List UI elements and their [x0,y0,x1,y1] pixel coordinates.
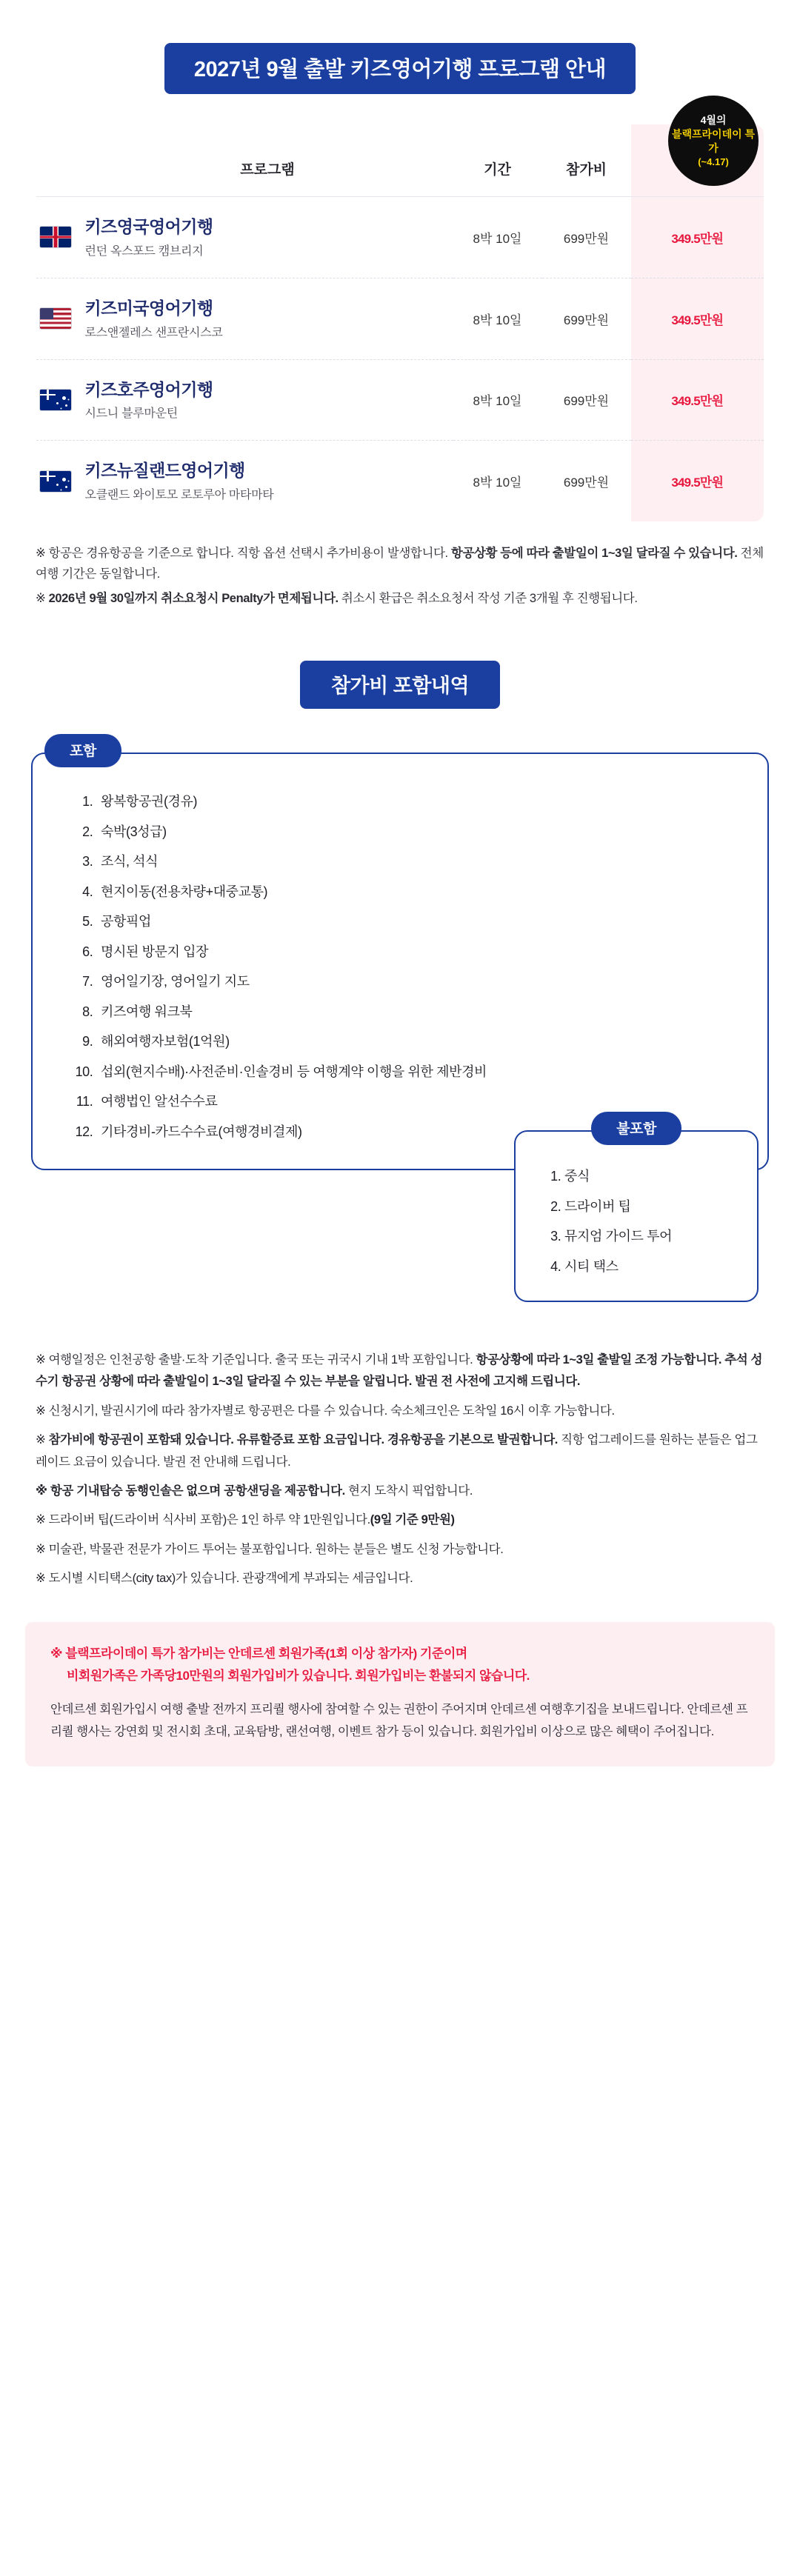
list-item: 4. 현지이동(전용차량+대중교통) [96,877,745,907]
row-program-cell [82,197,453,278]
row-program-cell [82,278,453,359]
section-title: 참가비 포함내역 [300,661,500,709]
note-line-2 [36,588,764,609]
list-item: 9. 해외여행자보험(1억원) [96,1027,745,1057]
include-label: 포함 [44,734,121,767]
us-flag-icon [39,307,72,330]
note-text: ※ 신청시기, 발권시기에 따라 참가자별로 항공편은 다를 수 있습니다. 숙소체크인은 도착일 16시 이후 가능합니다. [36,1404,615,1418]
program-title: 키즈영국영어기행 [84,217,213,236]
row-sale-price: 349.5만원 [631,441,764,522]
uk-flag-icon [39,226,72,248]
inclusions-zone [31,734,769,1274]
promo-line-3: (~4.17) [698,156,729,167]
membership-notice-box [25,1622,775,1766]
membership-notice-line-2: 비회원가족은 가족당10만원의 회원가입비가 있습니다. 회원가입비는 환불되지 않습니다. [67,1669,530,1684]
program-subtitle: 런던 옥스포드 캠브리지 [84,244,204,258]
note-paragraph [36,1568,764,1589]
membership-notice-line-1: ※ 블랙프라이데이 특가 참가비는 안데르센 회원가족(1회 이상 참가자) 기준이며 [50,1646,467,1661]
exclude-label: 불포함 [591,1112,681,1145]
row-flag-cell [36,278,82,359]
note-1-c: 전체 여행 기간은 동일합니다. [36,547,764,581]
promo-badge [668,96,759,186]
note-text: 현지 도착시 픽업합니다. [344,1484,473,1498]
row-flag-cell [36,441,82,522]
note-paragraph [36,1401,764,1422]
au-flag-icon [39,389,72,411]
col-flag [36,124,82,197]
row-flag-cell [36,197,82,278]
col-duration: 기간 [453,124,542,197]
list-item: 11. 여행법인 알선수수료 [96,1087,745,1117]
section-inclusions-header [0,661,800,709]
row-fee: 699만원 [542,278,631,359]
col-fee: 참가비 [542,124,631,197]
row-fee: 699만원 [542,359,631,441]
row-sale-price: 349.5만원 [631,278,764,359]
exclude-box [514,1130,759,1302]
table-row [36,441,764,522]
note-line-1 [36,543,764,585]
list-item: 10. 섭외(현지수배)·사전준비·인솔경비 등 여행계약 이행을 위한 제반경비 [96,1057,745,1087]
membership-notice-body: 안데르센 회원가입시 여행 출발 전까지 프리퀄 행사에 참여할 수 있는 권한이 주어지며 안데르센 여행후기집을 보내드립니다. 안데르센 프리퀄 행사는 강연회 및 전시회 초대, 교육탐방, 랜선여행, 이벤트 참가 등이 있습니다. 회원가입비 이상으로 많은 혜택이 주어집니다. [50,1702,748,1738]
note-2-a: ※ [36,591,49,605]
table-header-row [36,124,764,197]
table-head [36,124,764,197]
note-1-b: 항공상황 등에 따라 출발일이 1~3일 달라질 수 있습니다. [450,547,738,560]
row-duration: 8박 10일 [453,359,542,441]
program-table [36,124,764,522]
note-text: ※ 도시별 시티택스(city tax)가 있습니다. 관광객에게 부과되는 세금입니다. [36,1572,413,1585]
exclude-list [530,1161,742,1281]
note-text-bold: (9일 기준 9만원) [370,1513,455,1527]
row-program-cell [82,359,453,441]
list-item: 3. 조식, 석식 [96,847,745,877]
note-paragraph [36,1509,764,1531]
program-title: 키즈호주영어기행 [84,379,213,399]
note-2-b: 2026년 9월 30일까지 취소요청시 Penalty가 면제됩니다. [48,591,339,605]
row-program-cell [82,441,453,522]
note-2-c: 취소시 환급은 취소요청서 작성 기준 3개월 후 진행됩니다. [338,591,638,605]
table-row [36,197,764,278]
program-title: 키즈뉴질랜드영어기행 [84,461,245,481]
list-item: 6. 명시된 방문지 입장 [96,937,745,967]
note-text-bold: ※ 항공 기내탑승 동행인솔은 없으며 공항샌딩을 제공합니다. [36,1484,345,1498]
row-fee: 699만원 [563,476,610,490]
program-subtitle: 로스앤젤레스 샌프란시스코 [84,326,223,339]
nz-flag-icon [39,470,72,493]
page-title-wrap [0,0,800,94]
note-text: ※ 드라이버 팁(드라이버 식사비 포함)은 1인 하루 약 1만원입니다. [36,1513,370,1527]
list-item: 8. 키즈여행 워크북 [96,997,745,1027]
program-subtitle: 시드니 블루마운틴 [84,407,178,421]
table-body [36,197,764,522]
note-paragraph [36,1539,764,1561]
include-list [55,787,745,1147]
list-item: 2. 숙박(3성급) [96,817,745,847]
exclude-zone [514,1112,759,1302]
promo-line-2: 블랙프라이데이 특가 [671,127,756,154]
list-item: 5. 공항픽업 [96,907,745,937]
row-sale-price: 349.5만원 [631,359,764,441]
note-text: ※ 여행일정은 인천공항 출발·도착 기준입니다. 출국 또는 귀국시 기내 1박 포함입니다. [36,1353,476,1367]
note-text: ※ [36,1433,49,1447]
note-text: ※ 미술관, 박물관 전문가 가이드 투어는 불포함입니다. 원하는 분들은 별도 신청 가능합니다. [36,1542,504,1556]
note-text: 직항 업그레이드를 원하는 분들은 업그레이드 요금이 있습니다. 발권 전 안내해 드립니다. [36,1433,758,1469]
membership-notice-heading [50,1643,750,1687]
list-item: 4. 시티 택스 [564,1252,742,1282]
program-table-zone [36,113,764,522]
program-subtitle: 오클랜드 와이토모 로토루아 마타마타 [84,489,274,501]
table-row [36,359,764,441]
note-paragraph [36,1349,764,1393]
list-item: 12. 기타경비-카드수수료(여행경비결제) [96,1117,745,1147]
list-item: 1. 중식 [564,1161,742,1192]
notes-bottom [36,1349,764,1589]
row-duration: 8박 10일 [453,197,542,278]
col-program: 프로그램 [82,124,453,197]
include-box [31,753,769,1170]
program-title: 키즈미국영어기행 [84,298,213,318]
table-row [36,278,764,359]
list-item: 1. 왕복항공권(경유) [96,787,745,817]
row-duration: 8박 10일 [453,278,542,359]
page-title: 2027년 9월 출발 키즈영어기행 프로그램 안내 [164,43,636,94]
row-sale-price: 349.5만원 [631,197,764,278]
promo-line-1: 4월의 [700,113,727,126]
list-item: 2. 드라이버 팁 [564,1192,742,1222]
note-paragraph [36,1429,764,1473]
row-fee: 699만원 [542,197,631,278]
row-duration: 8박 10일 [473,476,522,490]
notes-top [36,543,764,609]
note-1-a: ※ 항공은 경유항공을 기준으로 합니다. 직항 옵션 선택시 추가비용이 발생합니다. [36,547,451,560]
list-item: 3. 뮤지엄 가이드 투어 [564,1221,742,1252]
note-paragraph [36,1481,764,1502]
note-text-bold: 항공상황에 따라 1~3일 출발일 조정 가능합니다. 추석 성수기 항공권 상황에 따라 출발일이 1~3일 달라질 수 있는 부분을 알립니다. 발권 전 사전에 고지해 드립니다. [36,1353,763,1389]
row-flag-cell [36,359,82,441]
note-text-bold: 참가비에 항공권이 포함돼 있습니다. 유류할증료 포함 요금입니다. 경유항공을 기본으로 발권합니다. [48,1433,558,1447]
list-item: 7. 영어일기장, 영어일기 지도 [96,967,745,997]
